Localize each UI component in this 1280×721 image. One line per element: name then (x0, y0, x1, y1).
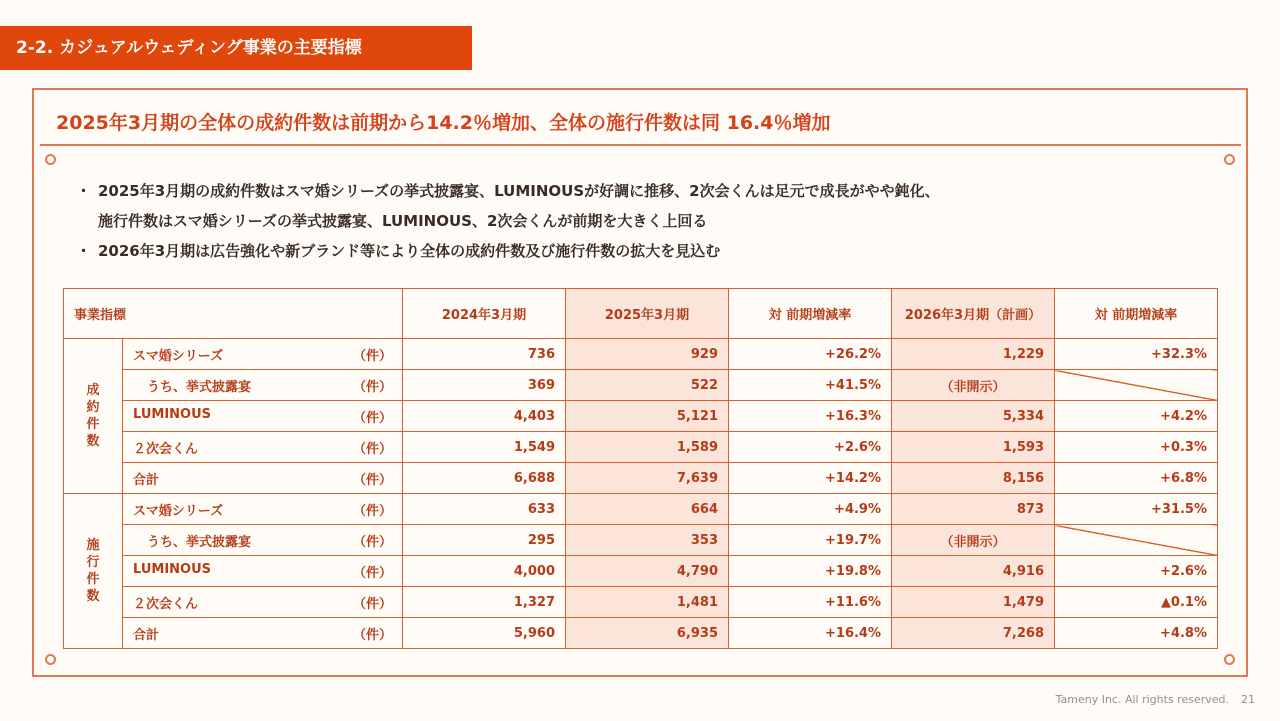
row-item-cell (123, 525, 403, 556)
group-label (64, 494, 123, 649)
row-item-cell (123, 618, 403, 649)
value-fy2024: 1,327 (403, 587, 566, 618)
row-item-name: スマ婚シリーズ (133, 503, 224, 519)
value-fy2024: 5,960 (403, 618, 566, 649)
value-fy2025: 6,935 (566, 618, 729, 649)
row-item-name: ２次会くん (133, 441, 199, 457)
header-fy2024: 2024年3月期 (403, 289, 566, 339)
table-row (64, 556, 1218, 587)
row-item-name: うち、挙式披露宴 (147, 379, 252, 395)
value-yoy-2025: +2.6% (729, 432, 892, 463)
value-yoy-2025: +41.5% (729, 370, 892, 401)
table-row (64, 370, 1218, 401)
row-unit: （件） (352, 596, 392, 612)
footer (1056, 693, 1255, 706)
bullet-item (76, 176, 1196, 206)
row-item-name: 合計 (133, 472, 160, 488)
value-fy2025: 7,639 (566, 463, 729, 494)
not-applicable-cell (1055, 370, 1218, 401)
row-item-name: ２次会くん (133, 596, 199, 612)
group-label-char: 件 (86, 572, 100, 587)
bullet-text: 2025年3月期の成約件数はスマ婚シリーズの挙式披露宴、LUMINOUSが好調に推移、2次会くんは足元で成長がやや鈍化、 (98, 182, 940, 200)
table-row (64, 618, 1218, 649)
value-fy2026-plan: （非開示） (892, 370, 1055, 401)
value-fy2025: 522 (566, 370, 729, 401)
value-yoy-2025: +16.3% (729, 401, 892, 432)
value-yoy-2025: +11.6% (729, 587, 892, 618)
value-fy2025: 4,790 (566, 556, 729, 587)
page-number: 21 (1241, 693, 1255, 706)
value-yoy-2025: +19.8% (729, 556, 892, 587)
row-unit: （件） (352, 472, 392, 488)
section-tag: 2-2. カジュアルウェディング事業の主要指標 (0, 26, 472, 70)
row-item-cell (123, 370, 403, 401)
bullet-continuation (76, 206, 1196, 236)
value-yoy-2025: +14.2% (729, 463, 892, 494)
value-fy2026-plan: 1,593 (892, 432, 1055, 463)
table-row (64, 494, 1218, 525)
value-yoy-2025: +16.4% (729, 618, 892, 649)
value-yoy-2025: +4.9% (729, 494, 892, 525)
row-item-name: LUMINOUS (133, 561, 211, 577)
group-label-char: 行 (86, 555, 100, 570)
row-item-cell (123, 494, 403, 525)
row-unit: （件） (352, 379, 392, 395)
value-fy2025: 1,589 (566, 432, 729, 463)
table-header-row (64, 289, 1218, 339)
row-item-cell (123, 401, 403, 432)
header-yoy-2026: 対 前期増減率 (1055, 289, 1218, 339)
value-yoy-2026: +6.8% (1055, 463, 1218, 494)
value-fy2024: 736 (403, 339, 566, 370)
value-fy2026-plan: 7,268 (892, 618, 1055, 649)
corner-dot (45, 654, 56, 665)
value-fy2026-plan: 873 (892, 494, 1055, 525)
corner-dot (45, 154, 56, 165)
group-label (64, 339, 123, 494)
table-row (64, 525, 1218, 556)
header-fy2026-plan: 2026年3月期（計画） (892, 289, 1055, 339)
header-metric: 事業指標 (64, 289, 403, 339)
row-item-name: 合計 (133, 627, 160, 643)
kpi-table (63, 288, 1218, 649)
value-yoy-2026: +4.2% (1055, 401, 1218, 432)
row-item-cell (123, 463, 403, 494)
value-yoy-2026: +4.8% (1055, 618, 1218, 649)
group-label-char: 数 (86, 589, 100, 604)
bullet-list (76, 176, 1196, 266)
value-fy2025: 664 (566, 494, 729, 525)
value-fy2024: 4,403 (403, 401, 566, 432)
value-fy2026-plan: 8,156 (892, 463, 1055, 494)
value-fy2025: 929 (566, 339, 729, 370)
row-item-cell (123, 556, 403, 587)
value-fy2024: 295 (403, 525, 566, 556)
row-item-cell (123, 432, 403, 463)
table-row (64, 339, 1218, 370)
value-fy2026-plan: 5,334 (892, 401, 1055, 432)
bullet-text: 施行件数はスマ婚シリーズの挙式披露宴、LUMINOUS、2次会くんが前期を大きく上回る (98, 212, 708, 230)
bullet-text: 2026年3月期は広告強化や新ブランド等により全体の成約件数及び施行件数の拡大を見込む (98, 242, 721, 260)
header-yoy-2025: 対 前期増減率 (729, 289, 892, 339)
value-fy2026-plan: 1,229 (892, 339, 1055, 370)
row-unit: （件） (352, 503, 392, 519)
corner-dot (1224, 154, 1235, 165)
row-unit: （件） (352, 534, 392, 550)
copyright: Tameny Inc. All rights reserved. (1055, 693, 1229, 706)
table-row (64, 432, 1218, 463)
value-fy2024: 633 (403, 494, 566, 525)
table-row (64, 463, 1218, 494)
value-fy2026-plan: 1,479 (892, 587, 1055, 618)
group-label-char: 件 (86, 417, 100, 432)
row-unit: （件） (352, 627, 392, 643)
group-label-char: 成 (86, 383, 100, 398)
row-unit: （件） (352, 565, 392, 581)
group-label-char: 施 (86, 538, 100, 553)
row-item-cell (123, 339, 403, 370)
value-fy2024: 6,688 (403, 463, 566, 494)
value-yoy-2026: +0.3% (1055, 432, 1218, 463)
table-row (64, 587, 1218, 618)
value-yoy-2026: +2.6% (1055, 556, 1218, 587)
headline: 2025年3月期の全体の成約件数は前期から14.2％増加、全体の施行件数は同 16.4％増加 (56, 112, 831, 134)
group-label-char: 約 (86, 400, 100, 415)
bullet-mark: ・ (76, 182, 92, 200)
row-unit: （件） (352, 410, 392, 426)
value-yoy-2026: +31.5% (1055, 494, 1218, 525)
value-fy2025: 1,481 (566, 587, 729, 618)
row-unit: （件） (352, 441, 392, 457)
value-yoy-2025: +26.2% (729, 339, 892, 370)
value-fy2024: 4,000 (403, 556, 566, 587)
row-item-name: スマ婚シリーズ (133, 348, 224, 364)
group-label-char: 数 (86, 434, 100, 449)
bullet-mark: ・ (76, 242, 92, 260)
value-fy2025: 353 (566, 525, 729, 556)
value-yoy-2025: +19.7% (729, 525, 892, 556)
row-unit: （件） (352, 348, 392, 364)
value-fy2025: 5,121 (566, 401, 729, 432)
not-applicable-cell (1055, 525, 1218, 556)
value-fy2026-plan: （非開示） (892, 525, 1055, 556)
value-fy2024: 369 (403, 370, 566, 401)
value-yoy-2026: ▲0.1% (1055, 587, 1218, 618)
bullet-item (76, 236, 1196, 266)
row-item-cell (123, 587, 403, 618)
value-fy2024: 1,549 (403, 432, 566, 463)
header-fy2025: 2025年3月期 (566, 289, 729, 339)
value-fy2026-plan: 4,916 (892, 556, 1055, 587)
table-row (64, 401, 1218, 432)
headline-divider (40, 144, 1241, 146)
row-item-name: LUMINOUS (133, 406, 211, 422)
row-item-name: うち、挙式披露宴 (147, 534, 252, 550)
value-yoy-2026: +32.3% (1055, 339, 1218, 370)
corner-dot (1224, 654, 1235, 665)
